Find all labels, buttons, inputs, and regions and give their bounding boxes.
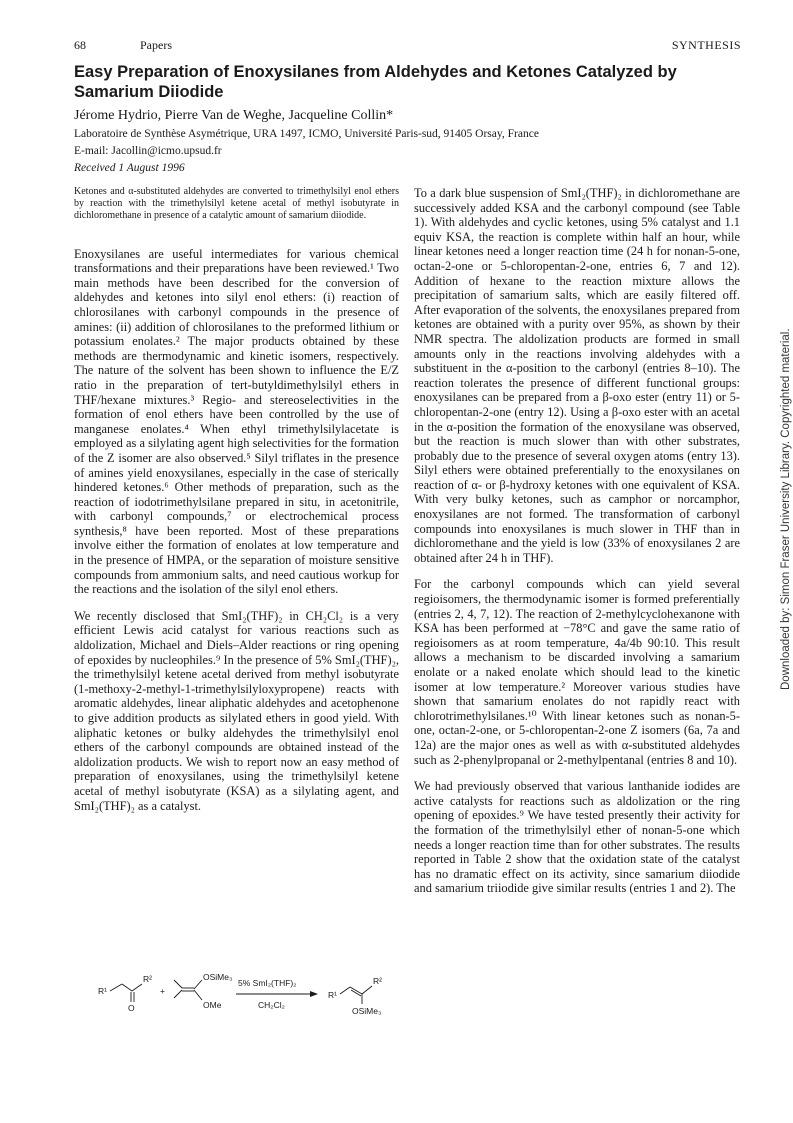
scheme-r2: R² <box>143 974 152 984</box>
body-paragraph: For the carbonyl compounds which can yield several regioisomers, the thermodynamic isomer is formed preferentially (entries 2, 4, 7, 12). The reaction of 2-methylcyclohexanone with KSA has been performed at −78°C and gave the same ratio of regioisomers as at room temperature, 4a/4b 90:10. This result allows a mechanism to be discarded involving a samarium enolate or a naked enolate which should lead to the kinetic isomer at low temperature.² Moreover various studies have shown that samarium enolates do not rapidly react with chlorotrimethylsilanes.¹⁰ With linear ketones such as nonan-5-one, octan-2-one, or 5-chloropentan-2-one Z isomers (6a, 7a and 12a) are the major ones as well as with α-substituted aldehydes such as 2-phenylpropanal or 2-methylpentanal (entries 8 and 10). <box>414 577 740 767</box>
right-column <box>414 180 740 896</box>
scheme-r1: R¹ <box>98 986 107 996</box>
scheme-ome: OMe <box>203 1000 222 1010</box>
reaction-scheme <box>88 954 408 1030</box>
scheme-catalyst: 5% SmI₂(THF)₂ <box>238 978 297 988</box>
scheme-osime3: OSiMe₃ <box>203 972 233 982</box>
reaction-arrow <box>236 978 318 1010</box>
section-label: Papers <box>140 38 172 52</box>
received-date: Received 1 August 1996 <box>74 162 185 174</box>
left-column <box>74 180 399 813</box>
contact-email: E-mail: Jacollin@icmo.upsud.fr <box>74 145 222 157</box>
body-paragraph: We recently disclosed that SmI₂(THF)₂ in CH₂Cl₂ is a very efficient Lewis acid catalyst for various reactions such as aldolization, Michael and Diels–Alder reactions or ring opening of epoxides by nucleophiles.⁹ In the presence of 5% SmI₂(THF)₂, the trimethylsilyl ketene acetal derived from methyl isobutyrate (1-methoxy-2-methyl-1-trimethylsilyloxypropene) reacts with aromatic aldehydes, linear aliphatic aldehydes and acetophenone to give addition products as silylated ethers in good yield. With aliphatic ketones or bulky aldehydes the trimethylsilyl enol ethers of the carbonyl compounds are obtained instead of the aldolization products. We wish to report now an easy method of preparation of enoxysilanes, using the trimethylsilyl ketene acetal of methyl isobutyrate (KSA) as a silylating agent, and SmI₂(THF)₂ as a catalyst. <box>74 608 399 813</box>
scheme-product-r1: R¹ <box>328 990 337 1000</box>
ketene-acetal-structure <box>174 972 232 1010</box>
page-number: 68 <box>74 38 86 52</box>
body-paragraph: We had previously observed that various lanthanide iodides are active catalysts for reactions such as aldolization or the ring opening of epoxides.⁹ We have tested presently their activity for the formation of the trimethylsilyl ether of nonan-5-one which needs a longer reaction time than for other substrates. The results reported in Table 2 show that the oxidation state of the catalyst has no dramatic effect on its activity, since samarium diiodide and samarium triiodide give similar results (entries 1 and 2). The <box>414 779 740 896</box>
journal-name: SYNTHESIS <box>671 38 741 52</box>
scheme-oxygen: O <box>128 1003 135 1013</box>
body-paragraph: To a dark blue suspension of SmI₂(THF)₂ in dichloromethane are successively added KSA and the carbonyl compound (see Table 1). With aldehydes and cyclic ketones, using 5% catalyst and 1.1 equiv KSA, the reaction is complete within half an hour, while linear ketones need a longer reaction time (24 h for nonan-5-one, octan-2-one or 5-chloropentan-2-one, entries 6, 7 and 12). Addition of hexane to the reaction mixture allows the precipitation of samarium salts, which are easily filtered off. After evaporation of the solvents, the enoxysilanes prepared from ketones are obtained with a purity over 95%, as shown by their NMR spectra. The aldolization products are formed in small amounts only in the reactions involving aldehydes with a substituent in the α-position to the carbonyl (entries 8–10). The reaction tolerates the presence of different functional groups: enoxysilanes can be prepared from a β-oxo ester (entry 11) or 5-chloropentan-2-one (entry 12). Using a β-oxo ester with an acetal in the α-position the formation of the enoxysilane was observed, but the reaction is much slower than with other substrates, probably due to the presence of several oxygen atoms (entry 13). Silyl ethers were obtained preferentially to the enoxysilanes on reaction of α- or β-hydroxy ketones with one equivalent of KSA. With very bulky ketones, such as camphor or norcamphor, enoxysilanes are not formed. The transformation of carbonyl compounds into enoxysilanes is much slower in THF than in dichloromethane and the yield is low (33% of enoxysilanes 2 are obtained after 24 h in THF). <box>414 186 740 565</box>
ketone-structure <box>98 974 152 1013</box>
article-title: Easy Preparation of Enoxysilanes from Aldehydes and Ketones Catalyzed by Samarium Diiodide <box>74 63 677 101</box>
author-list: Jérome Hydrio, Pierre Van de Weghe, Jacqueline Collin* <box>74 108 394 123</box>
download-watermark: Downloaded by: Simon Fraser University Library. Copyrighted material. <box>780 328 792 690</box>
scheme-product-r2: R² <box>373 976 382 986</box>
body-paragraph: Enoxysilanes are useful intermediates for various chemical transformations and their preparations have been reviewed.¹ Two main methods have been described for the conversion of aldehydes and ketones into silyl enol ethers: (i) reaction of chlorosilanes with carbonyl compounds in the presence of amines: (ii) addition of chlorosilanes to the preformed lithium or potassium enolates.² The major products obtained by these methods are thermodynamic and kinetic isomers, respectively. The nature of the solvent has been shown to influence the E/Z ratio in the preparation of tert-butyldimethylsilyl ethers in THF/hexane mixtures.³ Regio- and stereoselectivities in the formation of enol ethers have been controlled by the use of manganese enolates.⁴ When ethyl trimethylsilylacetate is employed as a silylating agent high selectivities for the formation of the Z isomer are also observed.⁵ Silyl triflates in the presence of amines yield enoxysilanes, especially in the case of sterically hindered ketones.⁶ Other methods of preparation, such as the reaction of iodotrimethylsilane prepared in situ, in acetonitrile, with carbonyl compounds,⁷ or electrochemical process synthesis,⁸ have been reported. Most of these preparations involve either the formation of enolates at low temperature and in the presence of HMPA, or the separation of moisture sensitive compounds from ammonium salts, and need cautious workup for the reactions and the isolation of the silyl enol ethers. <box>74 246 399 597</box>
affiliation: Laboratoire de Synthèse Asymétrique, URA 1497, ICMO, Université Paris-sud, 91405 Orsay, France <box>74 128 539 140</box>
scheme-plus: + <box>160 986 165 996</box>
abstract: Ketones and α-substituted aldehydes are converted to trimethylsilyl enol ethers by reaction with the trimethylsilyl ketene acetal of methyl isobutyrate in dichloromethane in presence of a catalytic amount of samarium diiodide. <box>74 186 399 222</box>
product-structure <box>328 976 382 1016</box>
scheme-solvent: CH₂Cl₂ <box>258 1000 285 1010</box>
scheme-product-osime3: OSiMe₃ <box>352 1006 382 1016</box>
